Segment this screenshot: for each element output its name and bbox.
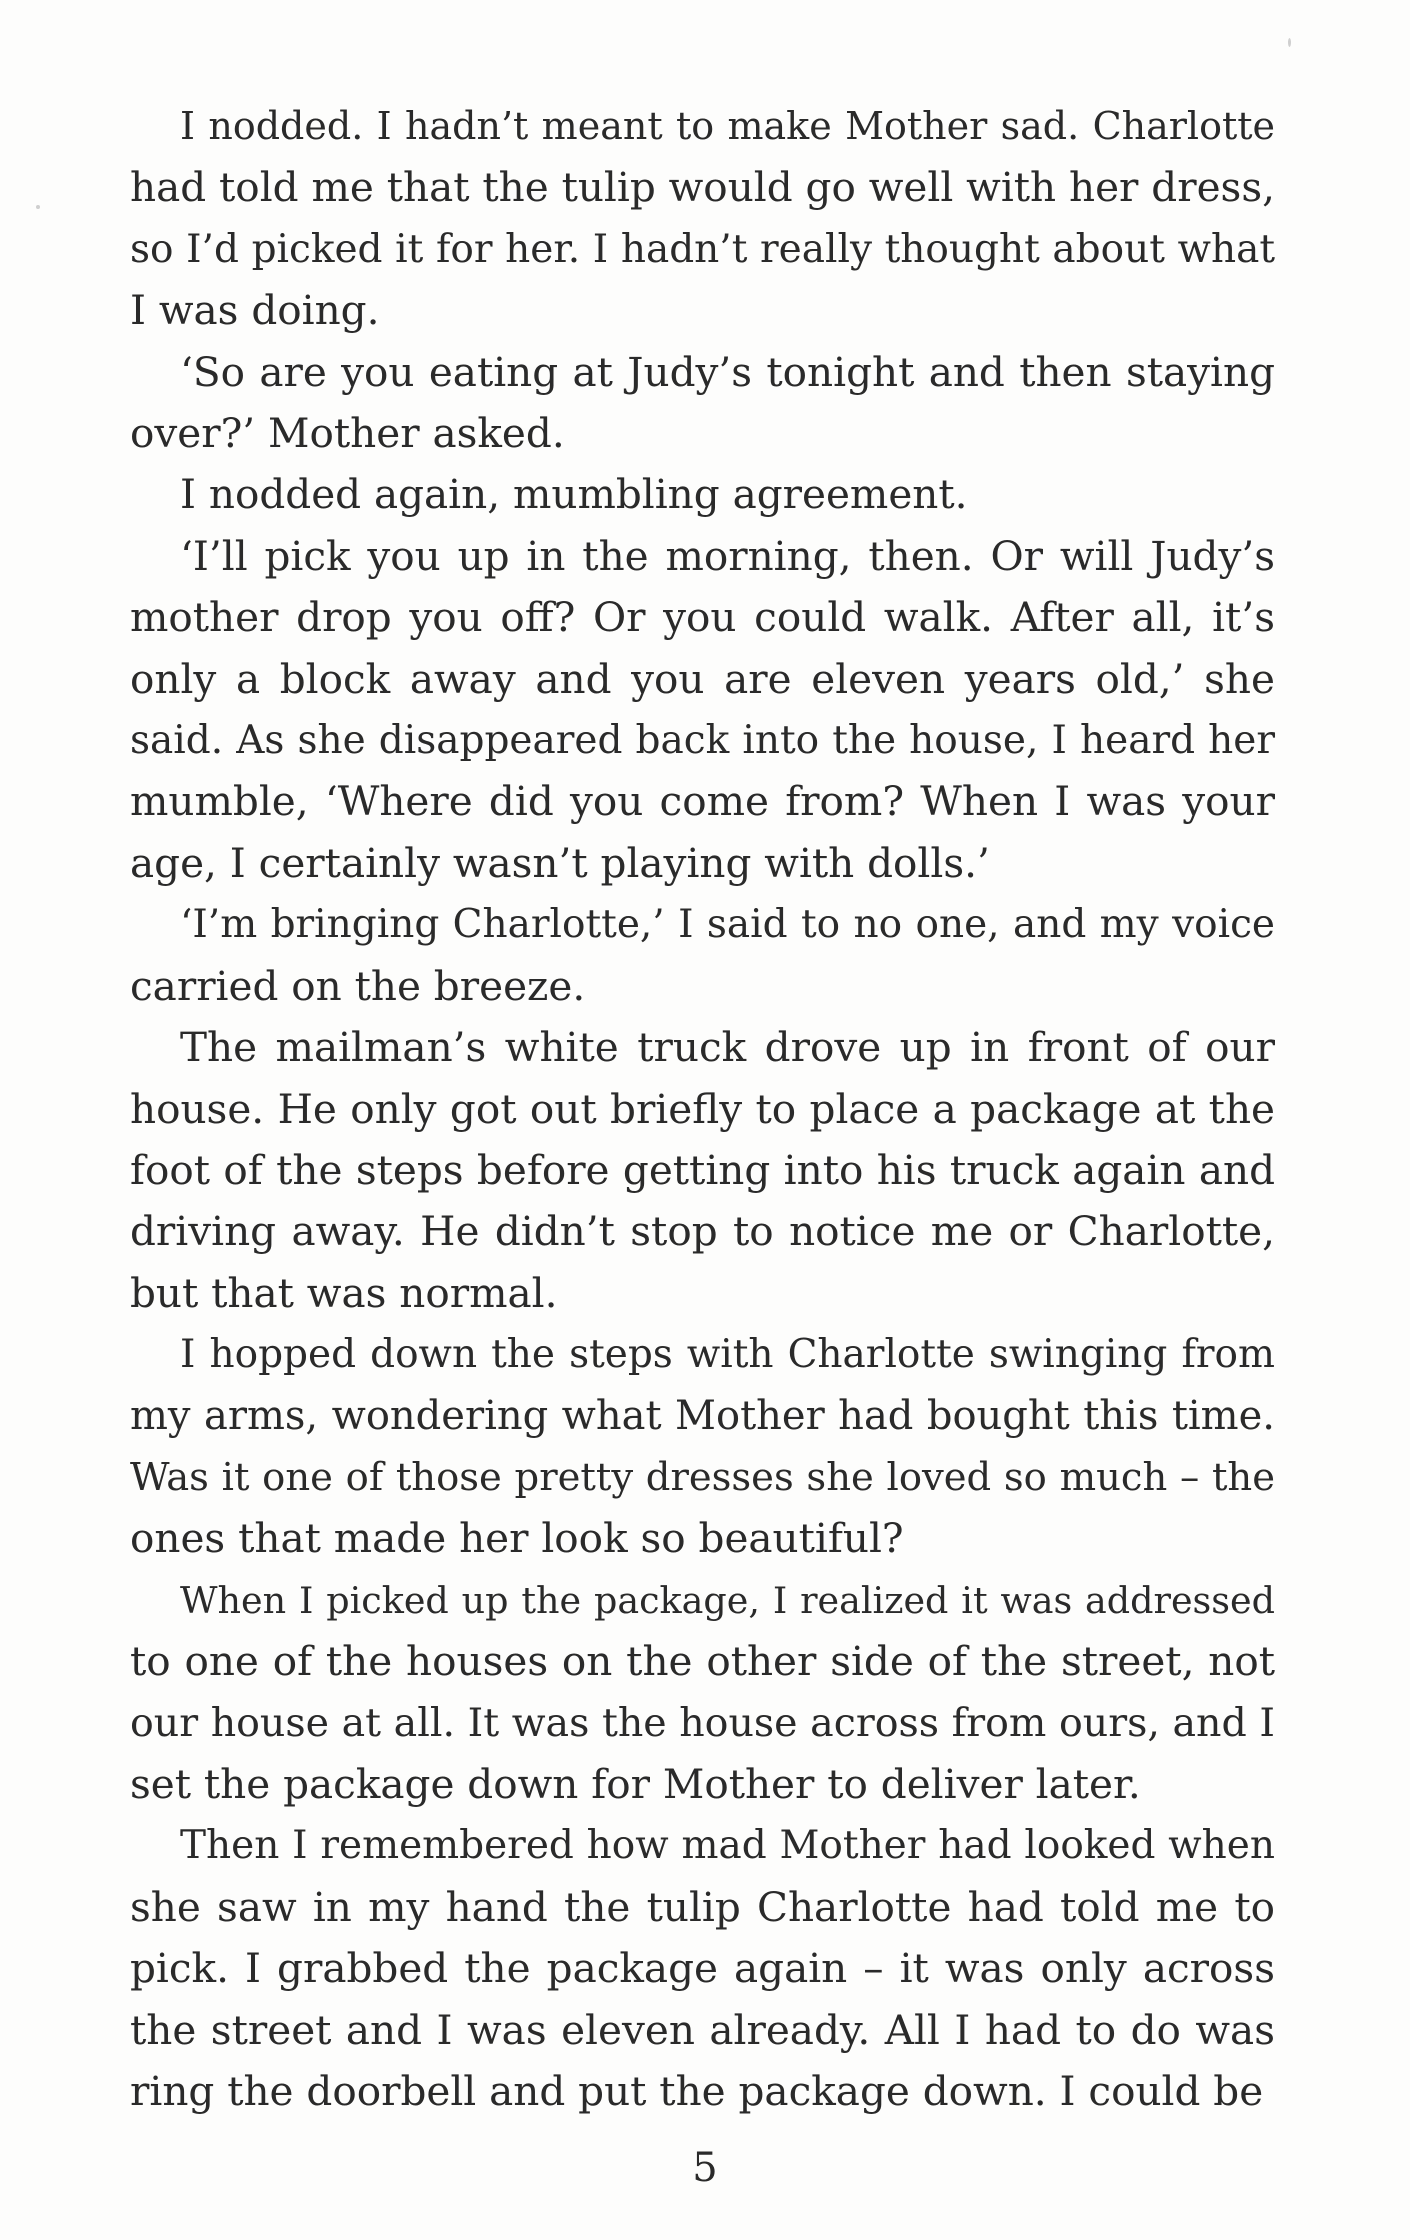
text-line: had told me that the tulip would go well with her dress, xyxy=(130,163,1275,212)
text-line: carried on the breeze. xyxy=(130,961,586,1010)
page-number: 5 xyxy=(692,2145,718,2191)
text-line: only a block away and you are eleven years old,’ she xyxy=(130,654,1275,703)
text-line: our house at all. It was the house across from ours, and I xyxy=(130,1699,1275,1746)
paragraph xyxy=(130,96,1275,342)
paragraph xyxy=(130,1570,1275,1816)
paper-speck xyxy=(1288,38,1291,47)
text-line: but that was normal. xyxy=(130,1268,558,1317)
text-line: The mailman’s white truck drove up in front of our xyxy=(180,1023,1275,1072)
text-line: age, I certainly wasn’t playing with dolls.’ xyxy=(130,838,990,887)
text-line: I was doing. xyxy=(130,286,380,335)
text-line: Then I remembered how mad Mother had looked when xyxy=(180,1823,1275,1869)
paragraph xyxy=(130,1017,1275,1324)
text-line: she saw in my hand the tulip Charlotte had told me to xyxy=(130,1882,1275,1931)
text-line: driving away. He didn’t stop to notice me or Charlotte, xyxy=(130,1207,1275,1256)
text-line: ‘I’ll pick you up in the morning, then. Or will Judy’s xyxy=(180,531,1275,580)
paper-speck xyxy=(36,205,40,209)
text-line: ring the doorbell and put the package down. I could be xyxy=(130,2067,1264,2115)
paragraph xyxy=(130,526,1275,894)
text-line: house. He only got out briefly to place a package at the xyxy=(130,1084,1275,1133)
paragraph xyxy=(130,894,1275,1017)
text-line: mother drop you off? Or you could walk. After all, it’s xyxy=(130,593,1275,642)
text-line: so I’d picked it for her. I hadn’t really thought about what xyxy=(130,226,1275,272)
text-line: I hopped down the steps with Charlotte swinging from xyxy=(180,1332,1275,1378)
text-line: Was it one of those pretty dresses she loved so much – the xyxy=(130,1454,1275,1500)
text-line: set the package down for Mother to deliver later. xyxy=(130,1759,1141,1808)
text-line: pick. I grabbed the package again – it was only across xyxy=(130,1944,1275,1993)
text-line: ones that made her look so beautiful? xyxy=(130,1514,904,1563)
body-text xyxy=(130,96,1275,2122)
paragraph xyxy=(130,1324,1275,1570)
text-line: my arms, wondering what Mother had bought this time. xyxy=(130,1392,1275,1439)
paragraph xyxy=(130,342,1275,465)
text-line: foot of the steps before getting into his truck again and xyxy=(130,1145,1275,1194)
text-line: ‘I’m bringing Charlotte,’ I said to no one, and my voice xyxy=(180,902,1275,948)
text-line: ‘So are you eating at Judy’s tonight and then staying xyxy=(180,347,1275,396)
text-line: to one of the houses on the other side of the street, not xyxy=(130,1637,1275,1686)
text-line: said. As she disappeared back into the house, I heard her xyxy=(130,718,1275,764)
text-line: over?’ Mother asked. xyxy=(130,409,565,458)
text-line: the street and I was eleven already. All I had to do was xyxy=(130,2005,1275,2054)
text-line: I nodded. I hadn’t meant to make Mother sad. Charlotte xyxy=(180,104,1275,148)
paragraph xyxy=(130,1815,1275,2122)
text-line: I nodded again, mumbling agreement. xyxy=(180,470,968,519)
text-line: When I picked up the package, I realized it was addressed xyxy=(180,1578,1275,1622)
text-line: mumble, ‘Where did you come from? When I was your xyxy=(130,777,1275,826)
paragraph xyxy=(130,464,1275,525)
